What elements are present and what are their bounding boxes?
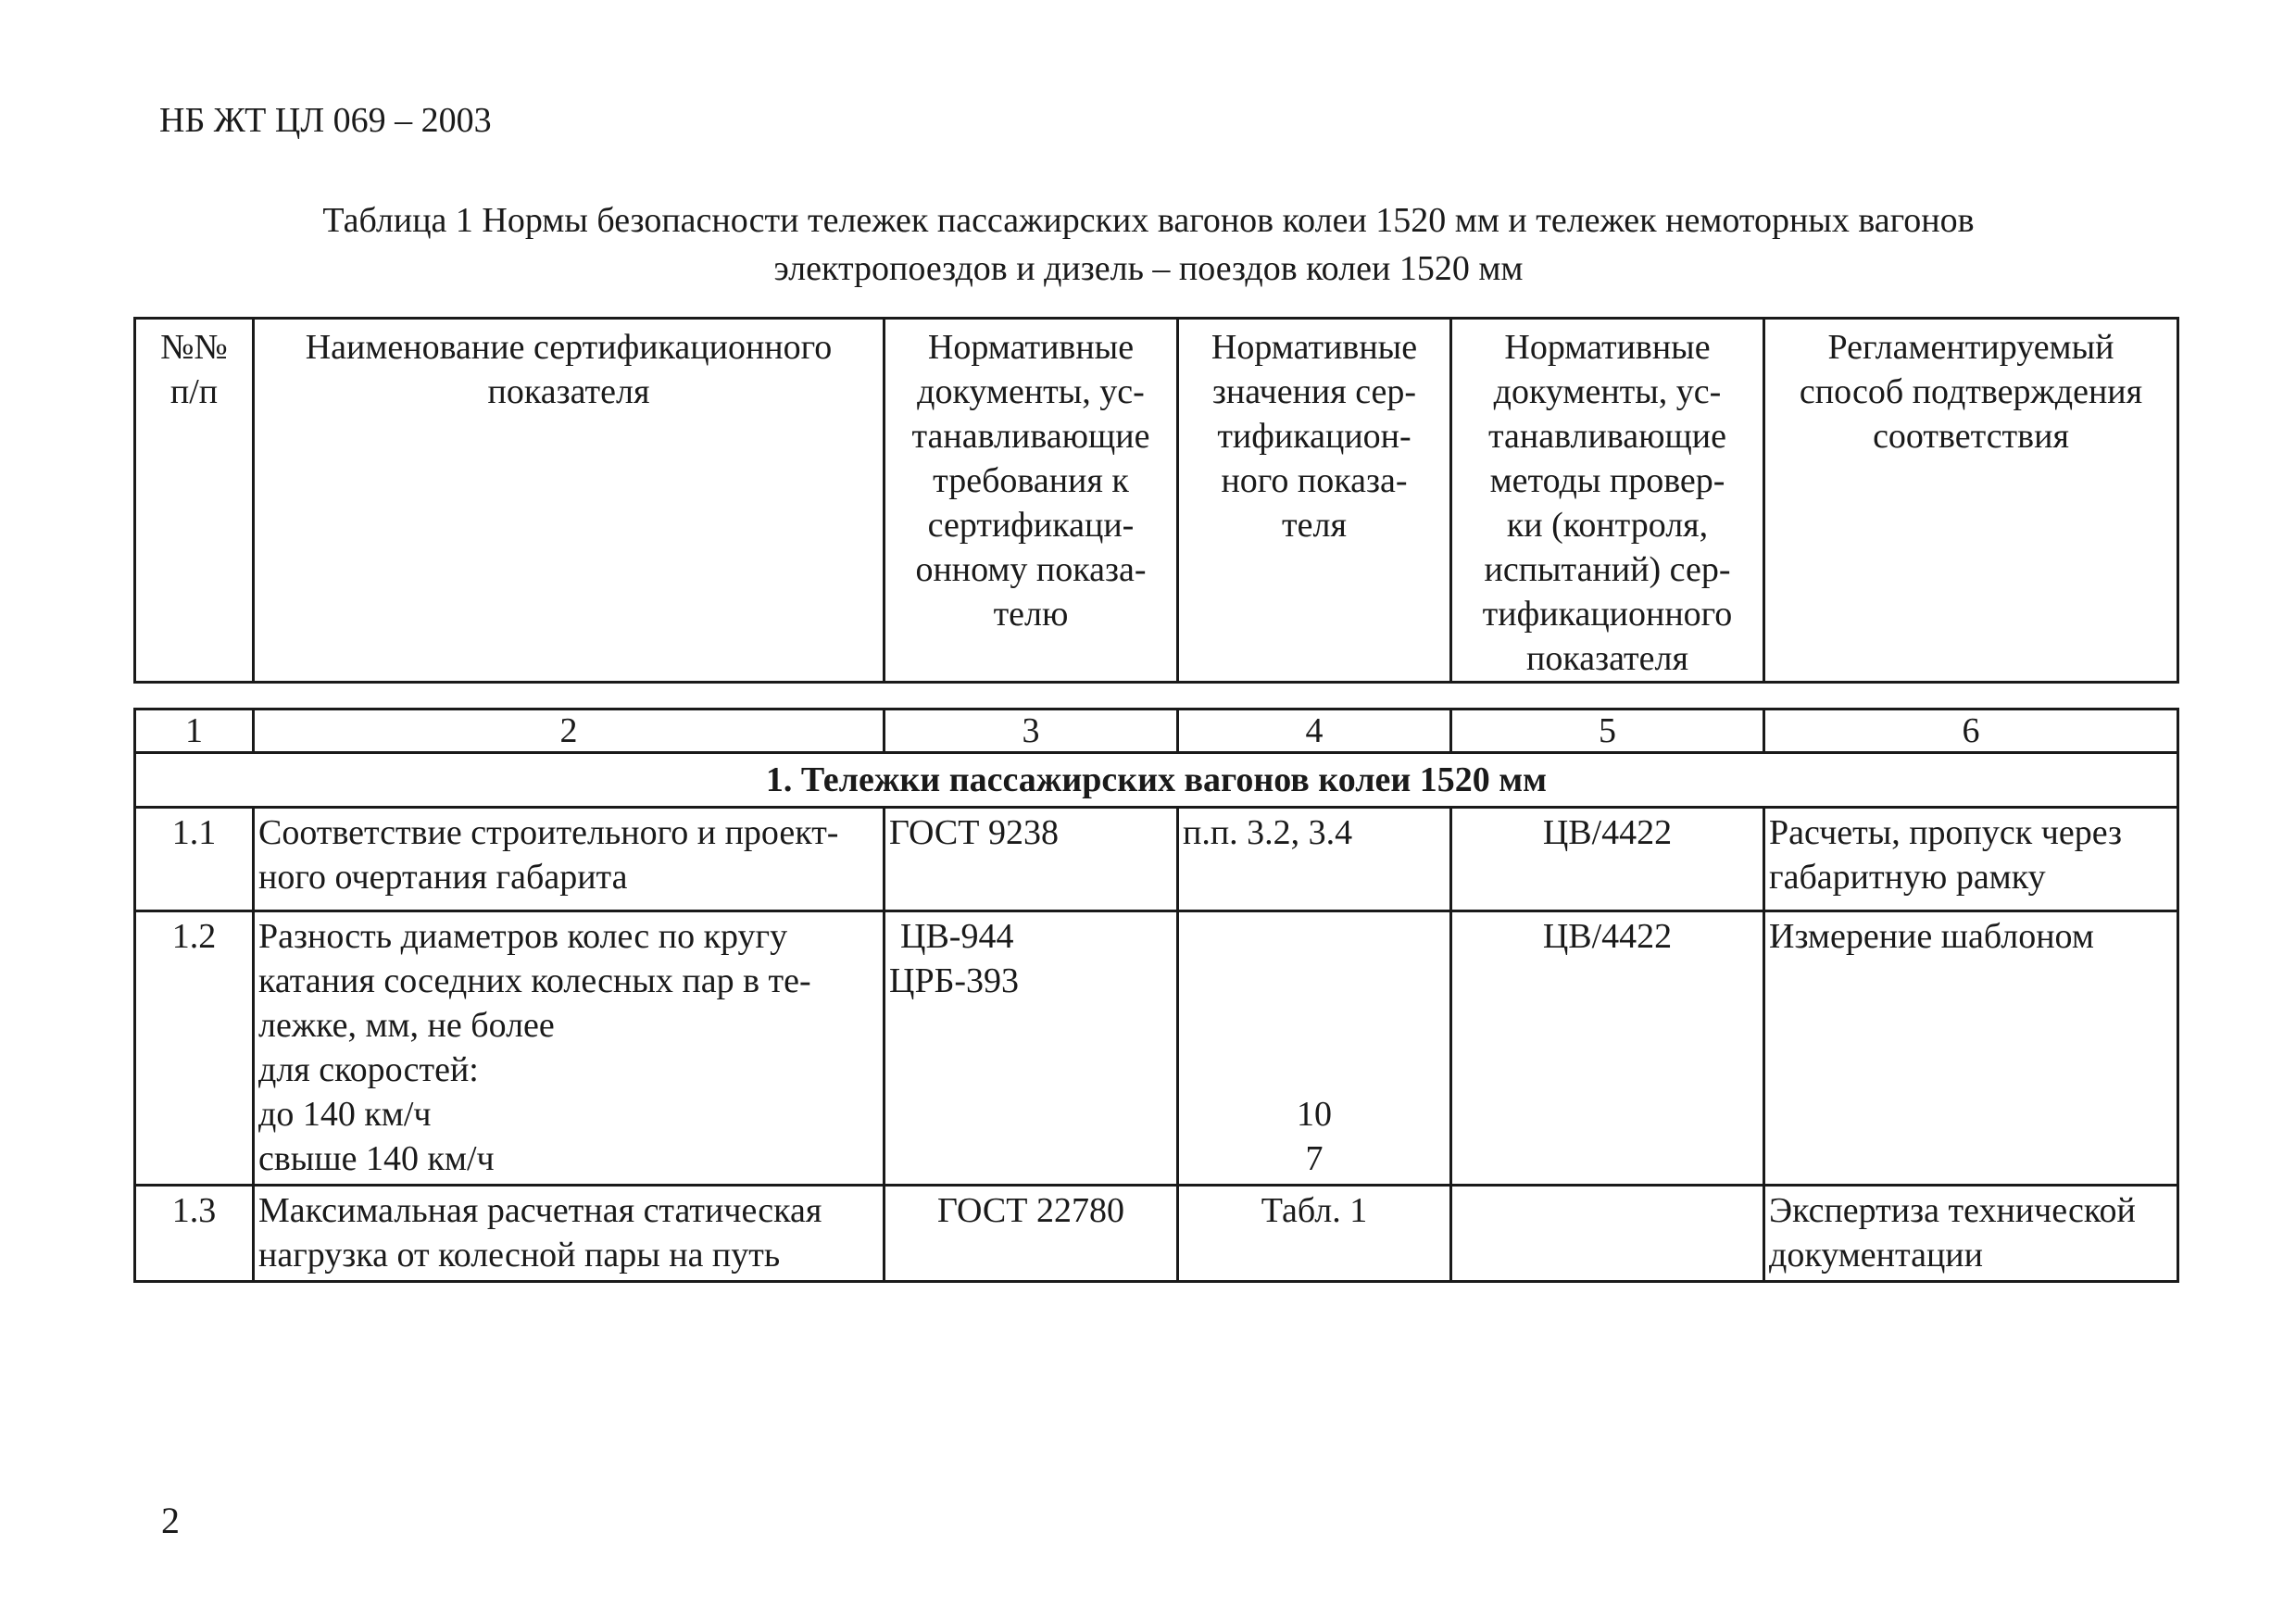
- header-col-test-method-docs: Нормативные документы, ус- танавливающие методы провер- ки (контроля, испытаний) сер- тификационного показателя: [1451, 319, 1764, 683]
- body-table: [133, 708, 2179, 1283]
- row-number: 1.2: [135, 911, 254, 1186]
- header-col-normative-values: Нормативные значения сер- тификацион- ного показа- теля: [1178, 319, 1451, 683]
- indicator-name-cell: Соответствие строительного и проект- ного очертания габарита: [254, 808, 885, 911]
- header-col-requirement-docs: Нормативные документы, ус- танавливающие требования к сертификаци- онному показа- телю: [885, 319, 1178, 683]
- requirement-docs-cell: ГОСТ 9238: [885, 808, 1178, 911]
- page-number: 2: [161, 1500, 180, 1541]
- confirmation-method-cell: Измерение шаблоном: [1764, 911, 2178, 1186]
- normative-values-cell: 10 7: [1178, 911, 1451, 1186]
- indicator-name-cell: Разность диаметров колес по кругу катания соседних колесных пар в те- лежке, мм, не более для скоростей: до 140 км/ч свыше 140 км/ч: [254, 911, 885, 1186]
- section-title: 1. Тележки пассажирских вагонов колеи 1520 мм: [135, 753, 2178, 808]
- column-number-1: 1: [135, 710, 254, 753]
- indicator-name-cell: Максимальная расчетная статическая нагрузка от колесной пары на путь: [254, 1186, 885, 1282]
- table-row: [135, 1186, 2178, 1282]
- header-table: [133, 317, 2179, 684]
- column-number-4: 4: [1178, 710, 1451, 753]
- column-number-5: 5: [1451, 710, 1764, 753]
- header-col-number: №№ п/п: [135, 319, 254, 683]
- table-row: [135, 808, 2178, 911]
- normative-values-cell: Табл. 1: [1178, 1186, 1451, 1282]
- header-col-confirmation-method: Регламентируемый способ подтверждения соответствия: [1764, 319, 2178, 683]
- column-number-6: 6: [1764, 710, 2178, 753]
- test-method-docs-cell: ЦВ/4422: [1451, 911, 1764, 1186]
- caption-line-2: электропоездов и дизель – поездов колеи 1520 мм: [773, 249, 1524, 288]
- column-number-3: 3: [885, 710, 1178, 753]
- caption-line-1: Таблица 1 Нормы безопасности тележек пассажирских вагонов колеи 1520 мм и тележек немоторных вагонов: [322, 201, 1975, 240]
- test-method-docs-cell: ЦВ/4422: [1451, 808, 1764, 911]
- normative-values-cell: п.п. 3.2, 3.4: [1178, 808, 1451, 911]
- confirmation-method-cell: Расчеты, пропуск через габаритную рамку: [1764, 808, 2178, 911]
- document-code: НБ ЖТ ЦЛ 069 – 2003: [159, 101, 492, 140]
- column-number-row: [135, 710, 2178, 753]
- table-caption: [139, 196, 2158, 293]
- header-row: [135, 319, 2178, 683]
- section-row: [135, 753, 2178, 808]
- header-col-indicator-name: Наименование сертификационного показателя: [254, 319, 885, 683]
- row-number: 1.1: [135, 808, 254, 911]
- test-method-docs-cell: [1451, 1186, 1764, 1282]
- column-number-2: 2: [254, 710, 885, 753]
- table-row: [135, 911, 2178, 1186]
- requirement-docs-cell: ЦВ-944 ЦРБ-393: [885, 911, 1178, 1186]
- confirmation-method-cell: Экспертиза технической документации: [1764, 1186, 2178, 1282]
- requirement-docs-cell: ГОСТ 22780: [885, 1186, 1178, 1282]
- row-number: 1.3: [135, 1186, 254, 1282]
